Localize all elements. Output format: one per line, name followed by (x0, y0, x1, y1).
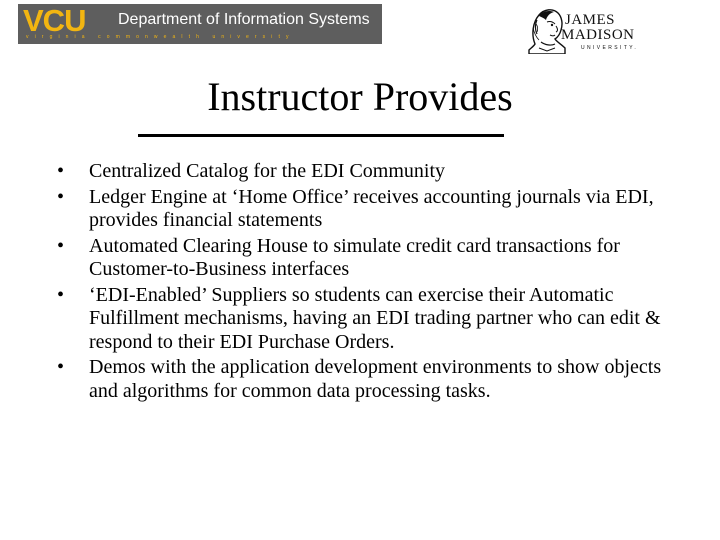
vcu-logo-banner (18, 4, 382, 44)
bullet-text: Automated Clearing House to simulate credit card transactions for Customer-to-Business interfaces (89, 234, 620, 280)
bullet-list (57, 160, 667, 405)
bullet-item (57, 186, 667, 233)
bullet-item (57, 235, 667, 282)
slide-title: Instructor Provides (207, 74, 513, 119)
bullet-dot-icon: • (57, 160, 65, 182)
bullet-text: Ledger Engine at ‘Home Office’ receives accounting journals via EDI, provides financial statements (89, 185, 654, 231)
bullet-item (57, 356, 667, 403)
bullet-text: Centralized Catalog for the EDI Community (89, 160, 446, 182)
jmu-name-line3: UNIVERSITY. (581, 45, 639, 51)
bullet-item (57, 160, 667, 184)
jmu-logo (525, 4, 650, 56)
vcu-wordmark: VCU (23, 3, 86, 38)
bullet-dot-icon: • (57, 283, 65, 306)
title-area (150, 74, 570, 120)
bullet-text: Demos with the application development environments to show objects and algorithms for common data processing tasks. (89, 356, 662, 402)
bullet-item (57, 284, 667, 355)
vcu-department-name: Department of Information Systems (118, 11, 370, 28)
title-underline (138, 134, 504, 137)
bullet-dot-icon: • (57, 356, 65, 378)
bullet-dot-icon: • (57, 185, 65, 208)
vcu-tagline: virginia commonwealth university (26, 34, 295, 40)
jmu-name-line2: MADISON (561, 27, 635, 43)
bullet-dot-icon: • (57, 234, 65, 257)
jmu-name-line1: JAMES (565, 12, 616, 28)
bullet-text: ‘EDI-Enabled’ Suppliers so students can exercise their Automatic Fulfillment mechanisms, having an EDI trading partner who can edit & respond to their EDI Purchase Orders. (89, 283, 661, 353)
